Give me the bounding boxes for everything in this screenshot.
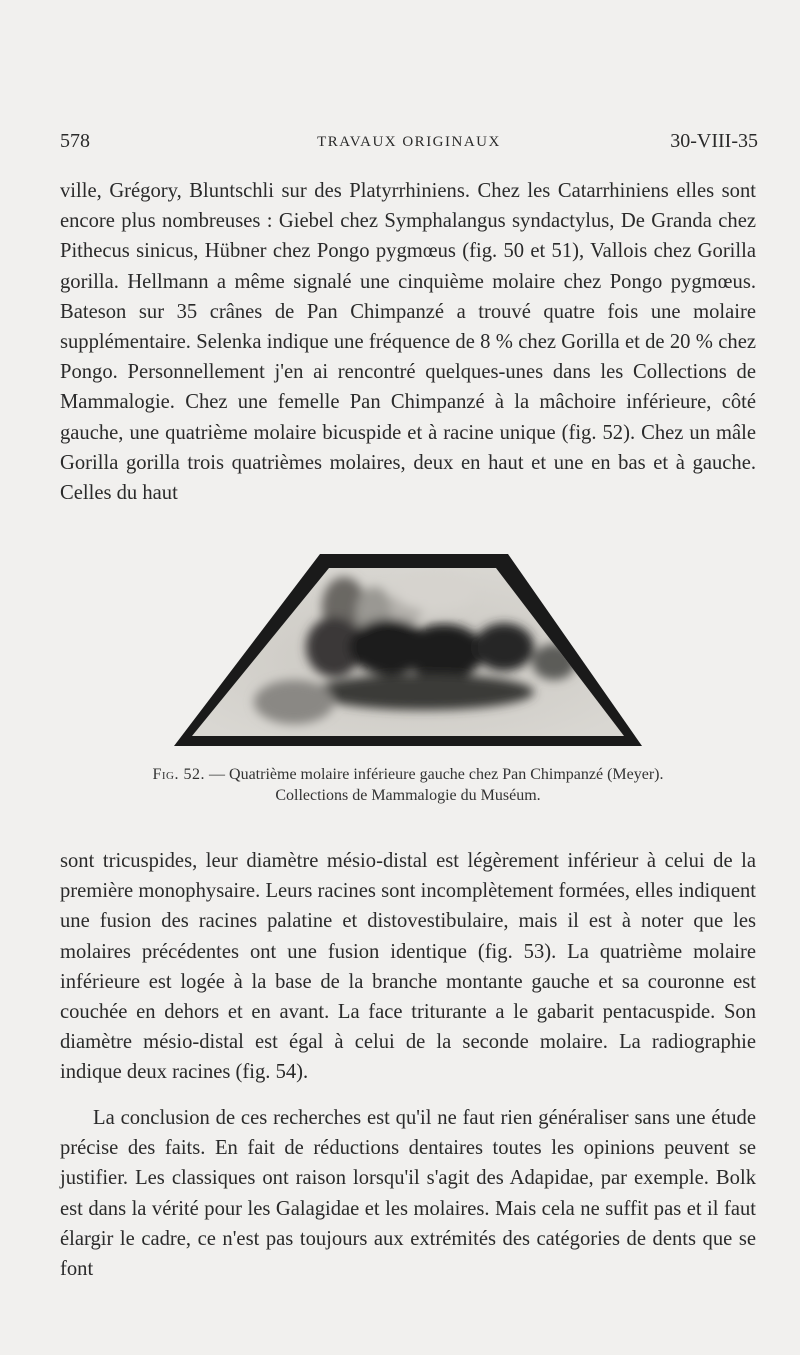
running-title: TRAVAUX ORIGINAUX: [317, 134, 501, 150]
figure-caption: [60, 764, 756, 806]
header-date: 30-VIII-35: [670, 130, 758, 152]
paragraph-3: La conclusion de ces recherches est qu'il ne faut rien généraliser sans une étude précise des faits. En fait de réductions dentaires toutes les opinions peuvent se justifier. Les classiques ont raison lorsqu'il s'agit des Adapidae, par exemple. Bolk est dans la vérité pour les Galagidae et les molaires. Mais cela ne suffit pas et il faut élargir le cadre, ce n'est pas toujours aux extrémités des catégories de dents que se font: [60, 1107, 756, 1281]
page-number: 578: [60, 130, 90, 152]
caption-label: Fig. 52.: [152, 766, 206, 783]
figure-52-radiograph: [174, 552, 642, 746]
caption-line-1: [60, 764, 756, 785]
paragraph-1: ville, Grégory, Bluntschli sur des Platyrrhiniens. Chez les Catarrhiniens elles sont encore plus nombreuses : Giebel chez Symphalangus syndactylus, De Granda chez Pithecus sinicus, Hübner chez Pongo pygmœus (fig. 50 et 51), Vallois chez Gorilla gorilla. Hellmann a même signalé une cinquième molaire chez Pongo pygmœus. Bateson sur 35 crânes de Pan Chimpanzé a trouvé quatre fois une molaire supplémentaire. Selenka indique une fréquence de 8 % chez Gorilla et de 20 % chez Pongo. Personnellement j'en ai rencontré quelques-unes dans les Collections de Mammalogie. Chez une femelle Pan Chimpanzé à la mâchoire inférieure, côté gauche, une quatrième molaire bicuspide et à racine unique (fig. 52). Chez un mâle Gorilla gorilla trois quatrièmes molaires, deux en haut et une en bas et à gauche. Celles du haut: [60, 180, 756, 505]
caption-line-2: Collections de Mammalogie du Muséum.: [275, 787, 541, 804]
running-header: [60, 130, 758, 160]
radiograph-image: [174, 552, 642, 746]
caption-text: — Quatrième molaire inférieure gauche chez Pan Chimpanzé (Meyer).: [205, 766, 664, 783]
paragraph-2: sont tricuspides, leur diamètre mésio-distal est légèrement inférieur à celui de la première monophysaire. Leurs racines sont incomplètement formées, elles indiquent une fusion des racines palatine et distovestibulaire, mais il est à noter que les molaires précédentes ont une fusion identique (fig. 53). La quatrième molaire inférieure est logée à la base de la branche montante gauche et sa couronne est couchée en dehors et en avant. La face triturante a le gabarit pentacuspide. Son diamètre mésio-distal est égal à celui de la seconde molaire. La radiographie indique deux racines (fig. 54).: [60, 850, 756, 1084]
